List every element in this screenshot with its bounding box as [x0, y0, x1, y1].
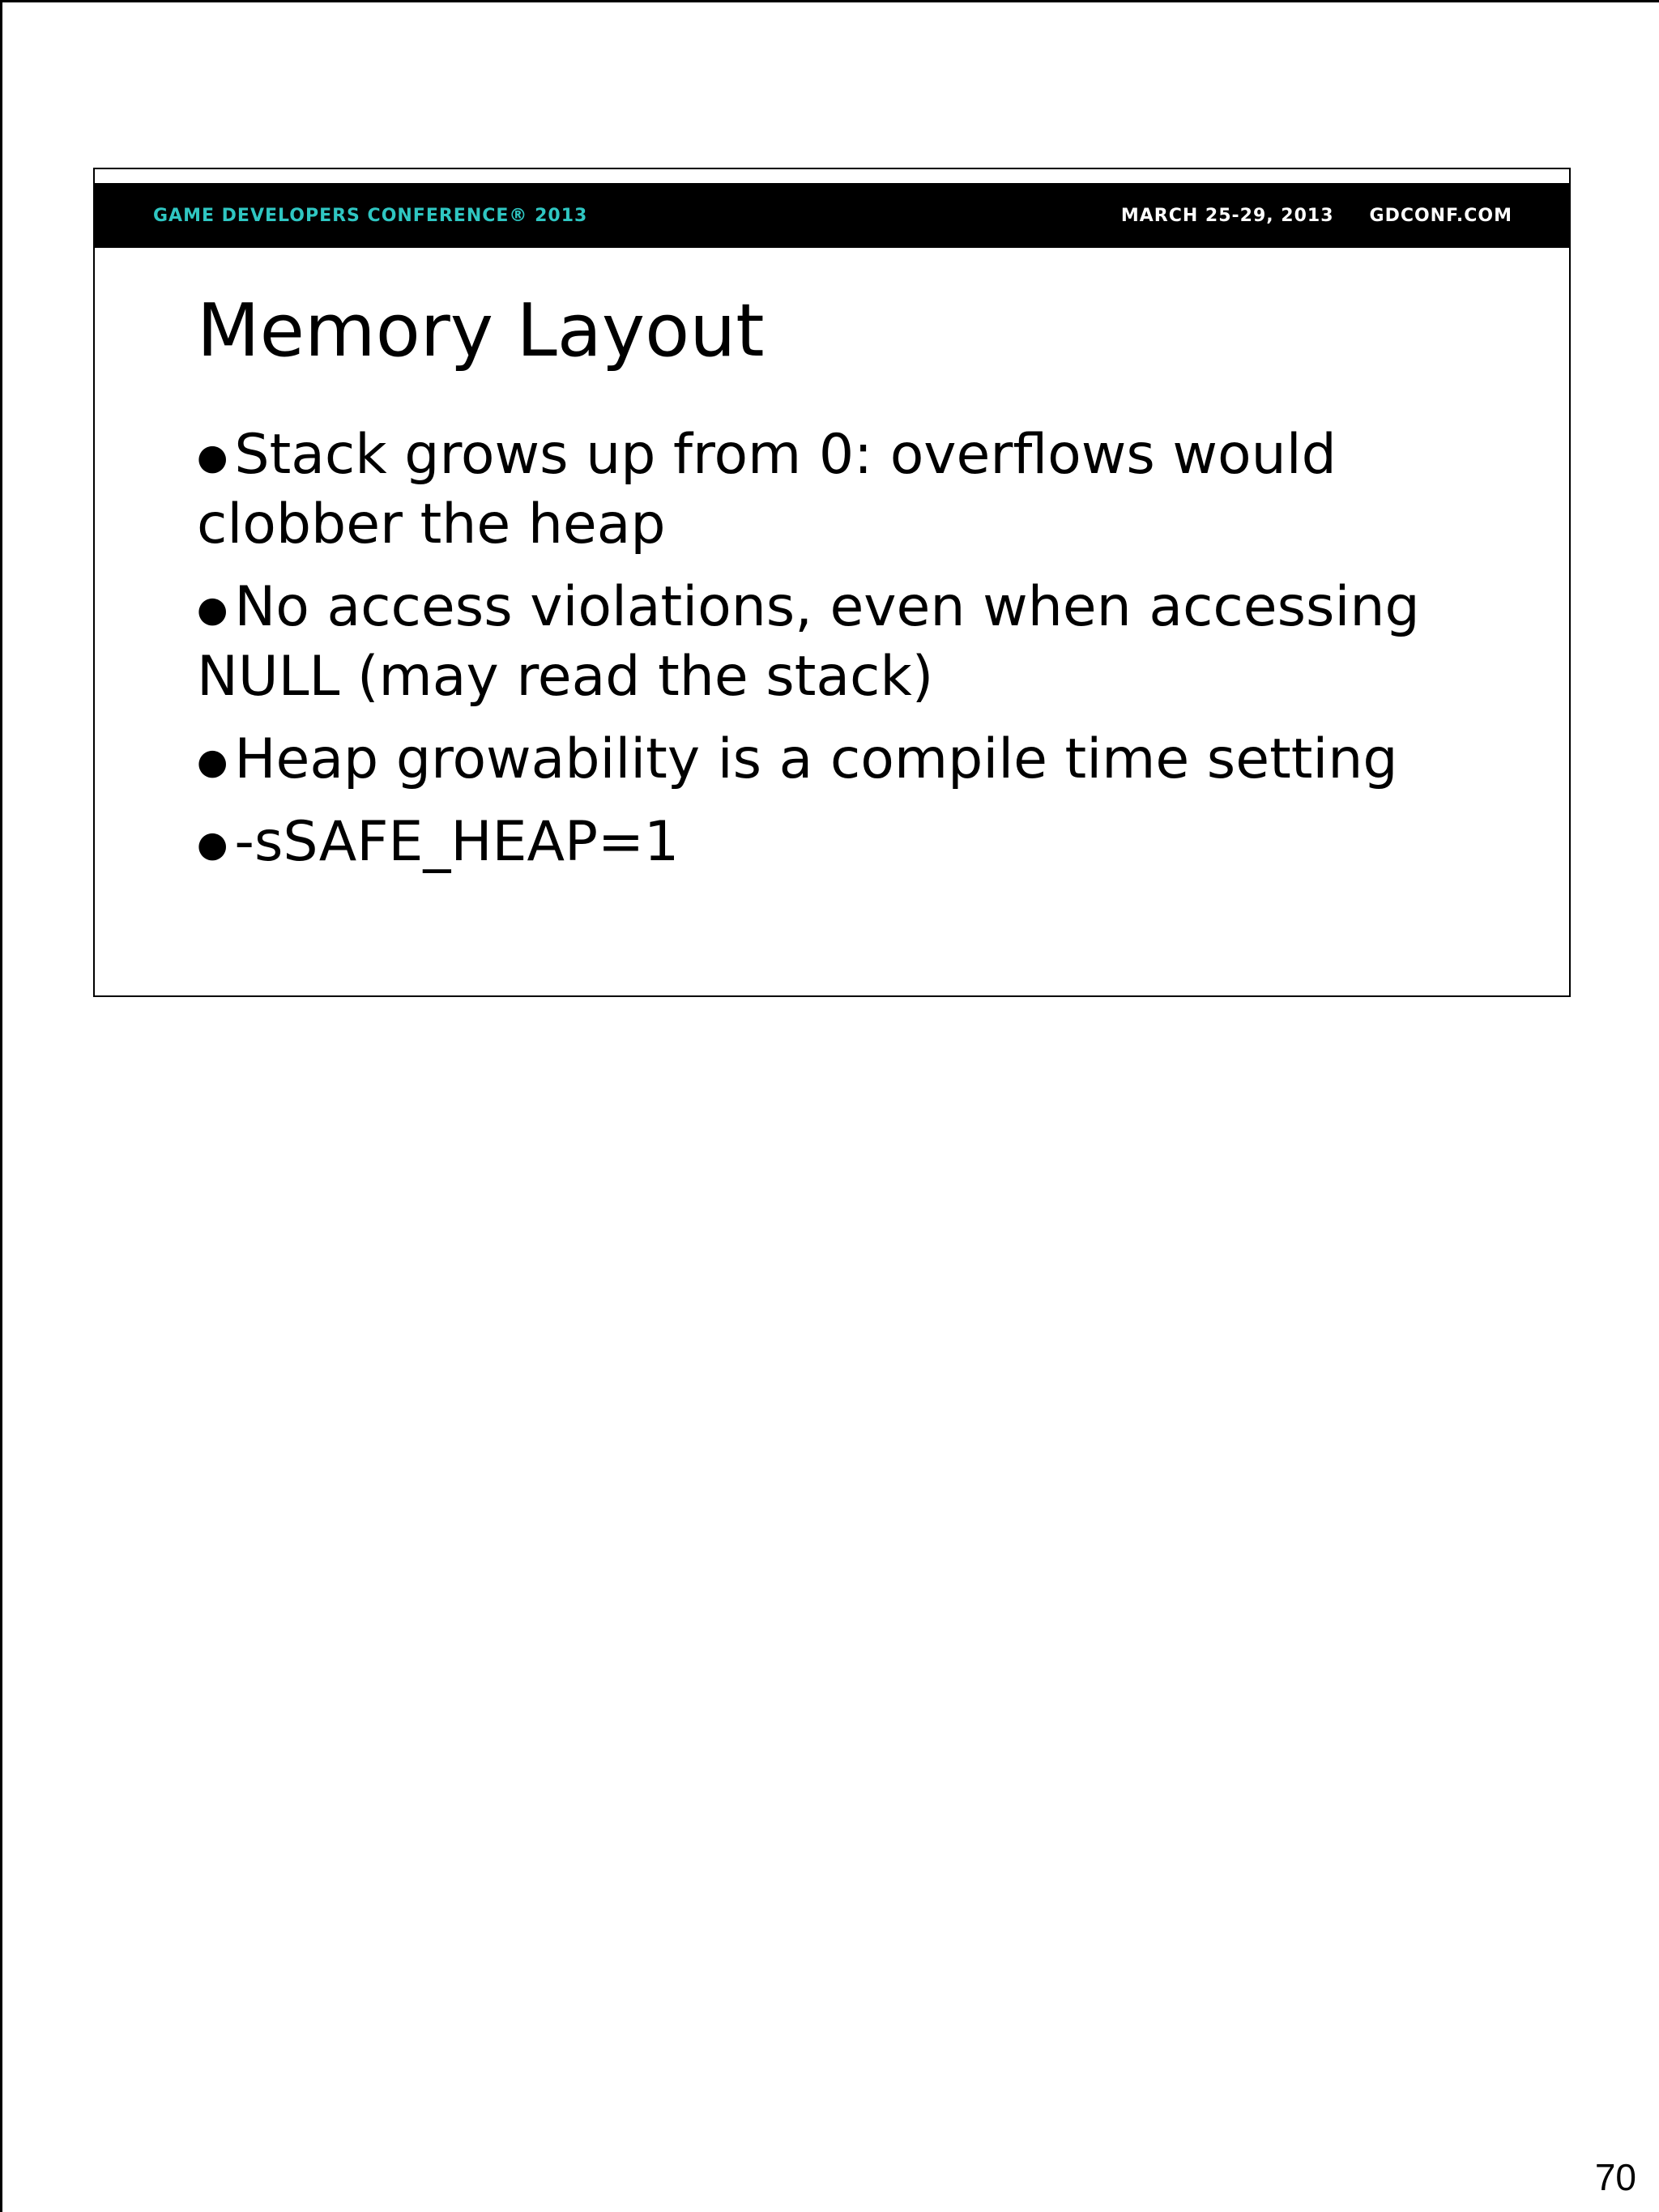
bullet-item: [197, 725, 1525, 795]
bullet-item: [197, 573, 1525, 712]
bullet-text: Heap growability is a compile time setting: [234, 727, 1398, 791]
bullet-text: No access violations, even when accessing NULL (may read the stack): [197, 575, 1420, 709]
bullet-icon: ●: [197, 589, 228, 631]
bullet-icon: ●: [197, 741, 228, 783]
bullet-list: [197, 420, 1525, 890]
conference-dates: MARCH 25-29, 2013: [1120, 205, 1334, 226]
conference-website: GDCONF.COM: [1369, 205, 1512, 226]
bullet-icon: ●: [197, 824, 228, 866]
bullet-icon: ●: [197, 437, 228, 479]
bullet-item: [197, 808, 1525, 877]
bullet-item: [197, 420, 1525, 560]
slide: [93, 168, 1571, 997]
bullet-text: -sSAFE_HEAP=1: [234, 810, 680, 874]
slide-title: Memory Layout: [197, 288, 765, 373]
slide-header-bar: [95, 183, 1569, 248]
bullet-text: Stack grows up from 0: overflows would clobber the heap: [197, 423, 1337, 556]
header-right-group: [1121, 206, 1512, 226]
page-number: 70: [1594, 2156, 1636, 2198]
conference-name: GAME DEVELOPERS CONFERENCE® 2013: [153, 205, 588, 226]
